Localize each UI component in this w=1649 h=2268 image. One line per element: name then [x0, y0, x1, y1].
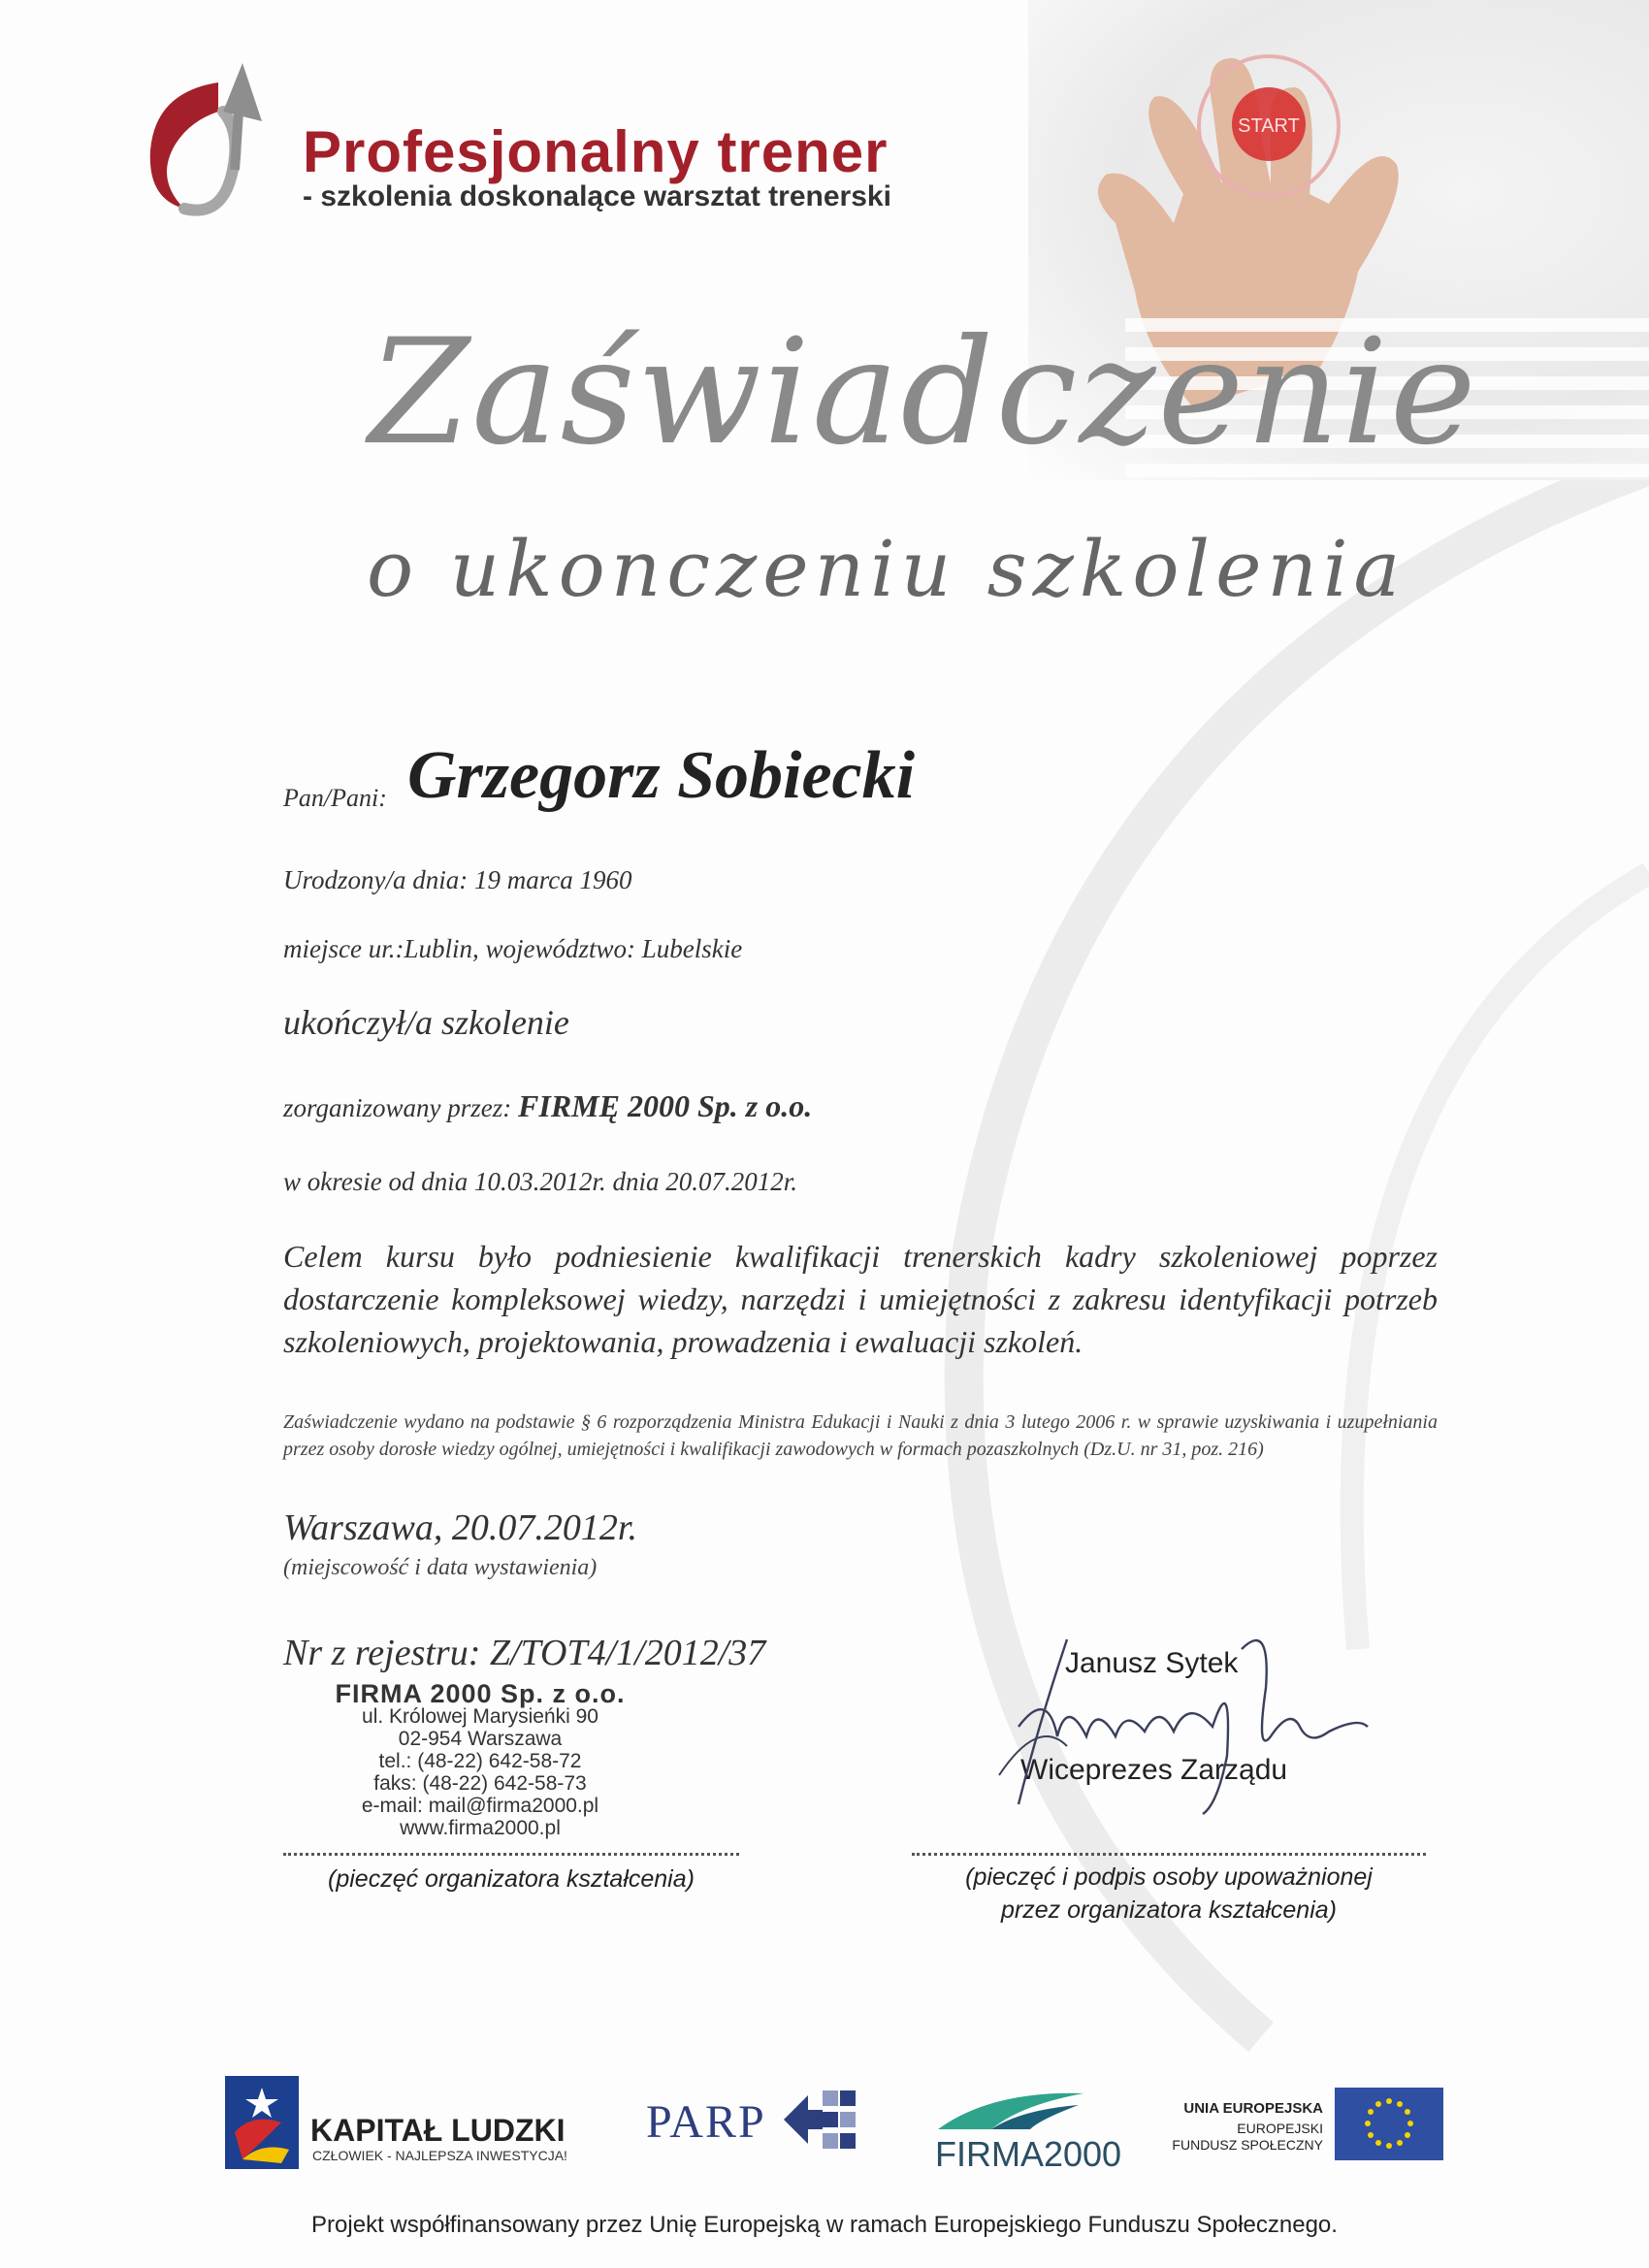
stamp-email: e-mail: mail@firma2000.pl [361, 1795, 599, 1817]
birth-place: Lublin, [404, 934, 479, 963]
birth-place-label: miejsce ur.: [283, 934, 404, 963]
registry-number: Nr z rejestru: Z/TOT4/1/2012/37 [283, 1633, 766, 1673]
organizer-stamp [320, 1679, 640, 1839]
recipient-name: Grzegorz Sobiecki [407, 738, 916, 813]
kapital-ludzki-subtitle: CZŁOWIEK - NAJLEPSZA INWESTYCJA! [312, 2148, 567, 2163]
right-dotted-line [912, 1853, 1426, 1856]
course-goal: Celem kursu było podniesienie kwalifikacji trenerskich kadry szkoleniowej poprzez dostarczenie kompleksowej wiedzy, narzędzi i umiejętności z zakresu identyfikacji potrzeb szkoleniowych, projektowania, prowadzenia i ewaluacji szkoleń. [283, 1239, 1438, 1359]
signer-role: Wiceprezes Zarządu [1020, 1754, 1288, 1786]
place-date-note: (miejscowość i data wystawienia) [283, 1555, 598, 1580]
stamp-web: www.firma2000.pl [400, 1817, 561, 1839]
period-text: w okresie od dnia 10.03.2012r. dnia 20.07.2012r. [283, 1167, 798, 1196]
province-label: województwo: [485, 934, 636, 963]
kapital-ludzki-logo-icon [223, 2074, 301, 2171]
right-caption [912, 1861, 1426, 1927]
firma2000-logo-icon [933, 2086, 1088, 2134]
completed-text: ukończył/a szkolenie [283, 1003, 569, 1042]
stamp-fax: faks: (48-22) 642-58-73 [373, 1772, 587, 1795]
birth-label: Urodzony/a dnia: [283, 865, 469, 894]
handwritten-signature [980, 1610, 1387, 1833]
brand-logo-icon [126, 53, 272, 228]
organizer-name: FIRMĘ 2000 Sp. z o.o. [518, 1088, 813, 1123]
organizer-label: zorganizowany przez: [283, 1093, 512, 1122]
stamp-street: ul. Królowej Marysieńki 90 [362, 1705, 598, 1728]
start-label: START [1238, 115, 1300, 137]
parp-logo-text: PARP [646, 2096, 766, 2148]
stamp-firm: FIRMA 2000 Sp. z o.o. [335, 1679, 626, 1708]
birth-place-row [283, 934, 742, 964]
eu-flag-icon [1335, 2088, 1443, 2160]
ue-line3: FUNDUSZ SPOŁECZNY [1172, 2137, 1323, 2153]
left-caption: (pieczęć organizatora kształcenia) [328, 1865, 695, 1893]
legal-basis: Zaświadczenie wydano na podstawie § 6 rozporządzenia Ministra Edukacji i Nauki z dnia 3 lutego 2006 r. w sprawie uzyskiwania i uzupełniania przez osoby dorosłe wiedzy ogólnej, umiejętności i kwalifikacji zawodowych w formach pozaszkolnych (Dz.U. nr 31, poz. 216) [283, 1411, 1438, 1460]
left-dotted-line [283, 1853, 739, 1856]
kapital-ludzki-text: KAPITAŁ LUDZKI [310, 2113, 566, 2148]
parp-logo-icon [784, 2086, 861, 2154]
eu-stars-icon [1335, 2088, 1443, 2160]
stamp-city: 02-954 Warszawa [398, 1728, 563, 1750]
ue-lines [1168, 2121, 1323, 2154]
birth-date: 19 marca 1960 [474, 865, 632, 894]
stamp-phone: tel.: (48-22) 642-58-72 [378, 1750, 582, 1772]
firma2000-logo-text: FIRMA2000 [935, 2134, 1122, 2174]
place-date: Warszawa, 20.07.2012r. [283, 1507, 637, 1548]
right-caption-line1: (pieczęć i podpis osoby upoważnionej [965, 1863, 1373, 1891]
birth-row [283, 865, 632, 895]
brand-subtitle: - szkolenia doskonalące warsztat trenerski [303, 180, 891, 212]
footer-text: Projekt współfinansowany przez Unię Europejską w ramach Europejskiego Funduszu Społecznego. [311, 2212, 1338, 2238]
salutation-label: Pan/Pani: [283, 784, 387, 812]
brand-title: Profesjonalny trener [303, 119, 889, 184]
ue-line1: UNIA EUROPEJSKA [1183, 2100, 1323, 2117]
ue-line2: EUROPEJSKI [1237, 2121, 1323, 2136]
right-caption-line2: przez organizatora kształcenia) [1001, 1896, 1337, 1924]
certificate-title: Zaświadczenie [369, 308, 1478, 477]
signer-name: Janusz Sytek [1065, 1647, 1239, 1679]
province: Lubelskie [641, 934, 743, 963]
certificate-subtitle: o ukonczeniu szkolenia [367, 524, 1406, 614]
organizer-row [283, 1088, 812, 1124]
